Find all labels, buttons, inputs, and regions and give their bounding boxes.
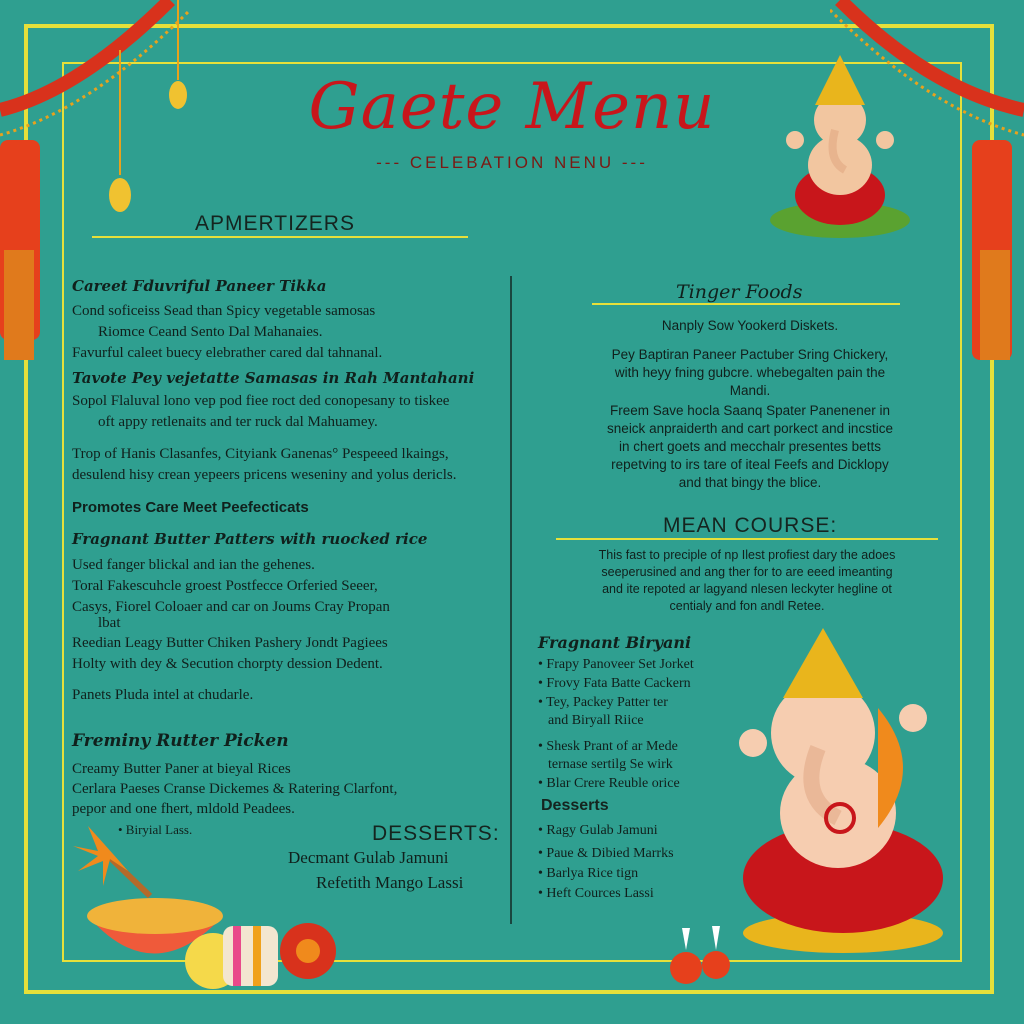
dessert-right-item: • Paue & Dibied Marrks [538, 846, 674, 861]
biryani-heading: Fragnant Biryani [538, 633, 692, 652]
appetizer-item-line: Trop of Hanis Clasanfes, Cityiank Ganenas° Pespeeed lkaings, [72, 446, 449, 462]
finger-foods-line: with heyy fning gubcre. whebegalten pain the [614, 365, 886, 380]
dessert-right-item: • Barlya Rice tign [538, 866, 639, 881]
dessert-right-item: • Ragy Gulab Jamuni [538, 823, 658, 838]
menu-title: Gaete Menu [308, 70, 716, 144]
finger-foods-rule [592, 303, 900, 305]
appetizer-item-line: Cerlara Paeses Cranse Dickemes & Ratering Clarfont, [72, 781, 398, 797]
finger-foods-line: sneick anpraiderth and cart porkect and incstice [607, 421, 893, 436]
biryani-item: • Tey, Packey Patter ter [538, 695, 668, 710]
appetizer-bullet: • Biryial Lass. [118, 822, 193, 837]
appetizers-rule [92, 236, 468, 238]
biryani-item: and Biryall Riice [548, 713, 644, 728]
promo-line: Promotes Care Meet Peefecticats [72, 499, 309, 516]
main-course-line: This fast to preciple of np Ilest profiest dary the adoes [598, 548, 896, 562]
appetizer-item-line: lbat [98, 615, 121, 631]
finger-foods-line: Nanply Sow Yookerd Diskets. [661, 318, 839, 333]
appetizer-item-line: Riomce Ceand Sento Dal Mahanaies. [98, 324, 323, 340]
appetizer-item-line: Favurful caleet buecy elebrather cared dal tahnanal. [72, 345, 383, 361]
finger-foods-line: Freem Save hocla Saanq Spater Panenener in [610, 403, 890, 418]
appetizer-item-name: Fragnant Butter Patters with ruocked rice [72, 530, 428, 548]
main-course-line: seeperusined and ang ther for to are eeed imeanting [601, 565, 893, 579]
desserts-heading-right: Desserts [541, 797, 609, 814]
appetizers-heading: APMERTIZERS [195, 212, 355, 235]
finger-foods-line: Pey Baptiran Paneer Pactuber Sring Chickery, [611, 347, 889, 362]
appetizer-item-line: Casys, Fiorel Coloaer and car on Joums Cray Propan [72, 599, 390, 615]
appetizer-item-name: Careet Fduvriful Paneer Tikka [72, 277, 327, 295]
ganesha-illustration-top [765, 50, 915, 240]
appetizer-item-line: Holty with dey & Secution chorpty dession Dedent. [72, 656, 383, 672]
ganesha-illustration-bottom [728, 628, 954, 958]
biryani-item: • Blar Crere Reuble orice [538, 776, 680, 791]
diya-lamps-illustration [664, 920, 744, 990]
biryani-item: • Frovy Fata Batte Cackern [538, 676, 691, 691]
appetizer-item-line: oft appy retlenaits and ter ruck dal Mahuamey. [98, 414, 378, 430]
appetizer-item-line: desulend hisy crean yepeers pricens weseniny and yolus dericls. [72, 467, 457, 483]
main-course-line: and ite repoted ar lagyand nlesen leckyter hegline ot [602, 582, 892, 596]
main-course-rule [556, 538, 938, 540]
dessert-right-item: • Heft Cources Lassi [538, 886, 654, 901]
biryani-item: ternase sertilg Se wirk [548, 757, 673, 772]
appetizer-item-line: Creamy Butter Paner at bieyal Rices [72, 761, 291, 777]
main-course-heading: MEAN COURSE: [663, 514, 838, 537]
main-course-line: centialy and fon andl Retee. [669, 599, 825, 613]
appetizer-item-name: Tavote Pey vejetatte Samasas in Rah Mantahani [72, 369, 475, 387]
finger-foods-line: and that bingy the blice. [678, 475, 822, 490]
dessert-item: Decmant Gulab Jamuni [288, 848, 449, 867]
appetizer-item-line: Reedian Leagy Butter Chiken Pashery Jondt Pagiees [72, 635, 388, 651]
biryani-item: • Shesk Prant of ar Mede [538, 739, 678, 754]
finger-foods-line: repetving to irs tare of iteal Feefs and Dicklopy [611, 457, 889, 472]
appetizer-item-name: Freminy Rutter Picken [72, 731, 289, 751]
appetizer-item-line: pepor and one fhert, mldold Peadees. [72, 801, 295, 817]
biryani-item: • Frapy Panoveer Set Jorket [538, 657, 694, 672]
appetizer-item-line: Used fanger blickal and ian the gehenes. [72, 557, 315, 573]
appetizer-item-line: Cond soficeiss Sead than Spicy vegetable samosas [72, 303, 376, 319]
food-bowl-illustration [58, 826, 358, 996]
menu-subtitle: --- CELEBATION NENU --- [376, 153, 648, 172]
appetizer-item-line: Sopol Flaluval lono vep pod fiee roct ded conopesany to tiskee [72, 393, 450, 409]
appetizer-item-line: Toral Fakescuhcle groest Postfecce Orferied Seeer, [72, 578, 378, 594]
appetizer-extra-line: Panets Pluda intel at chudarle. [72, 687, 254, 703]
column-divider [510, 276, 512, 924]
finger-foods-line: in chert goets and mecchalr presentes betts [619, 439, 881, 454]
desserts-heading-left: DESSERTS: [372, 822, 500, 845]
finger-foods-heading: Tinger Foods [676, 281, 803, 303]
dessert-item: Refetith Mango Lassi [316, 873, 464, 892]
finger-foods-line: Mandi. [729, 383, 771, 398]
